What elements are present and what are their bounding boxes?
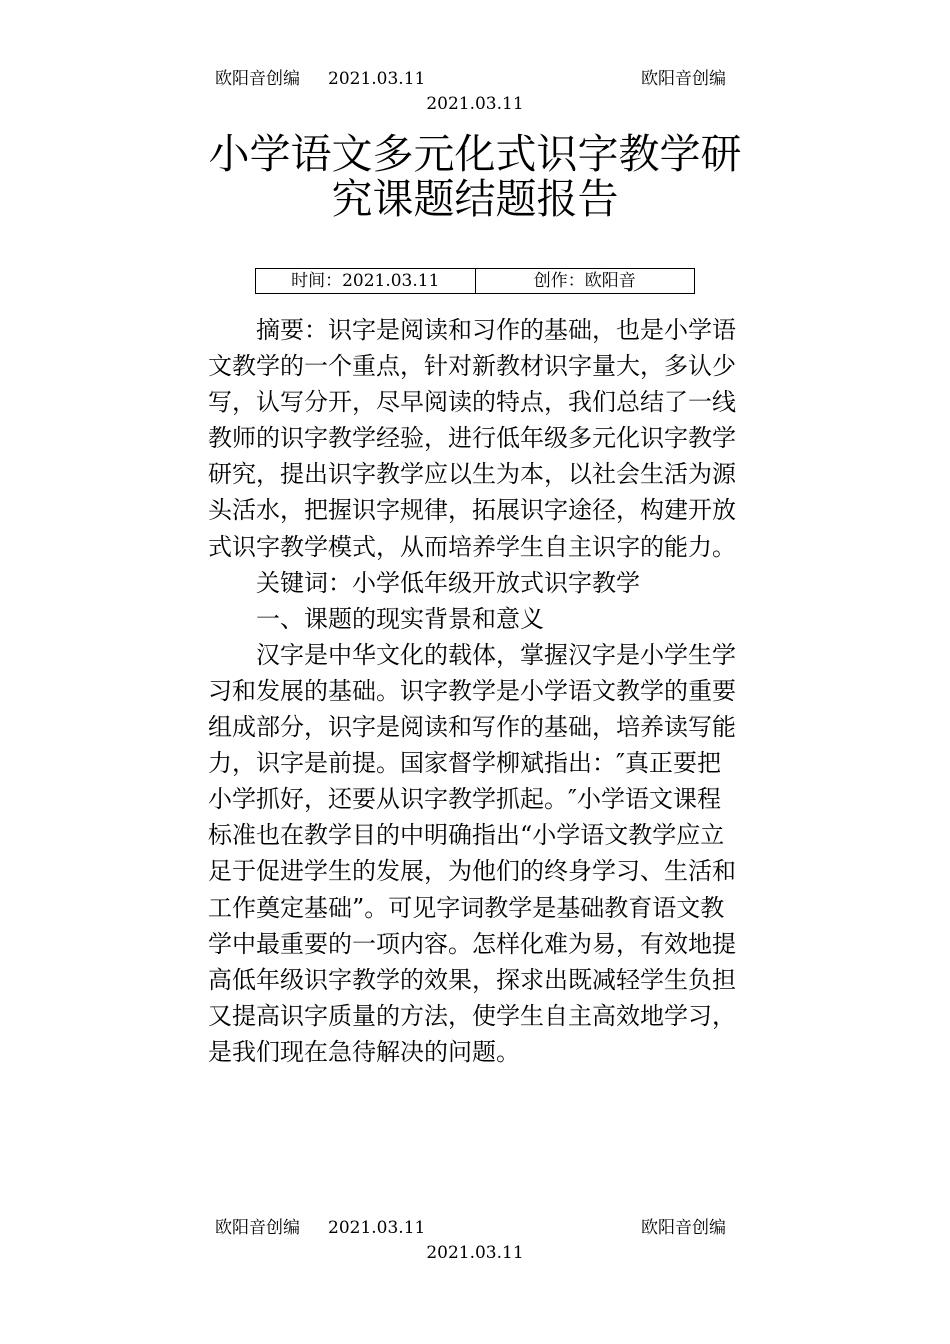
page-footer-left	[215, 1217, 425, 1239]
document-body	[208, 312, 736, 1070]
meta-time: 时间：2021.03.11	[291, 271, 440, 291]
abstract-paragraph: 摘要：识字是阅读和习作的基础，也是小学语文教学的一个重点，针对新教材识字量大，多认少写，认写分开，尽早阅读的特点，我们总结了一线教师的识字教学经验，进行低年级多元化识字教学研究，提出识字教学应以生为本，以社会生活为源头活水，把握识字规律，拓展识字途径，构建开放式识字教学模式，从而培养学生自主识字的能力。	[208, 316, 736, 561]
footer-author: 欧阳音创编	[215, 1218, 300, 1238]
meta-table	[255, 268, 695, 294]
meta-author: 创作：欧阳音	[475, 269, 695, 293]
keywords-paragraph: 关键词：小学低年级开放式识字教学	[256, 568, 640, 597]
section-heading: 一、课题的现实背景和意义	[256, 604, 544, 633]
footer-date: 2021.03.11	[328, 1218, 426, 1238]
header-date: 2021.03.11	[328, 69, 426, 89]
footer-date-second-line: 2021.03.11	[426, 1243, 524, 1263]
page-header-left	[215, 68, 425, 90]
footer-author-right: 欧阳音创编	[641, 1218, 726, 1238]
header-author: 欧阳音创编	[215, 69, 300, 89]
document-title: 小学语文多元化式识字教学研究课题结题报告	[208, 130, 742, 223]
header-author-right: 欧阳音创编	[641, 69, 726, 89]
body-paragraph: 汉字是中华文化的载体，掌握汉字是小学生学习和发展的基础。识字教学是小学语文教学的重要组成部分，识字是阅读和写作的基础，培养读写能力，识字是前提。国家督学柳斌指出：″真正要把小学抓好，还要从识字教学抓起。″小学语文课程标准也在教学目的中明确指出“小学语文教学应立足于促进学生的发展，为他们的终身学习、生活和工作奠定基础”。可见字词教学是基础教育语文教学中最重要的一项内容。怎样化难为易，有效地提高低年级识字教学的效果，探求出既减轻学生负担又提高识字质量的方法，使学生自主高效地学习，是我们现在急待解决的问题。	[208, 640, 736, 1066]
header-date-second-line: 2021.03.11	[426, 94, 524, 114]
